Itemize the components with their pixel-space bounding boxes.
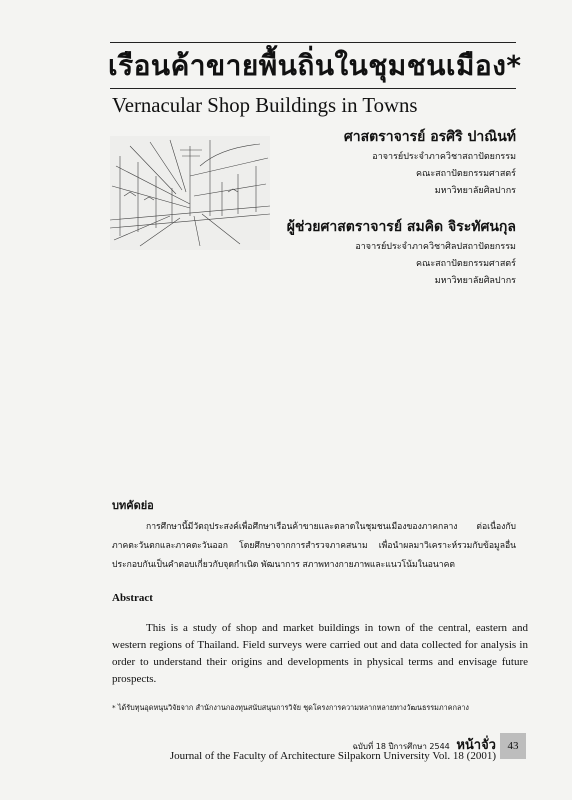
funding-footnote: * ได้รับทุนอุดหนุนวิจัยจาก สำนักงานกองทุนสนับสนุนการวิจัย ชุดโครงการความหลากหลายทางวัฒนธรรมภาคกลาง bbox=[112, 703, 469, 712]
page-number-box bbox=[500, 733, 526, 759]
author-2-affiliation-faculty: คณะสถาปัตยกรรมศาสตร์ bbox=[415, 259, 516, 269]
column-name: หน้าจั่ว bbox=[456, 738, 496, 753]
thai-abstract-text: การศึกษานี้มีวัตถุประสงค์เพื่อศึกษาเรือนค้าขายและตลาดในชุมชนเมืองของภาคกลาง ต่อเนื่องกับภาคตะวันตกและภาคตะวันออก โดยศึกษาจากการสำรวจภาคสนาม เพื่อนำผลมาวิเคราะห์รวมกับข้อมูลอื่นประกอบกันเป็นคำตอบเกี่ยวกับจุดกำเนิด พัฒนาการ สภาพทางกายภาพและแนวโน้มในอนาคต bbox=[112, 522, 516, 570]
author-2-name: ผู้ช่วยศาสตราจารย์ สมคิด จิระทัศนกุล bbox=[286, 219, 516, 235]
english-abstract-heading: Abstract bbox=[112, 592, 153, 604]
issue-number: ฉบับที่ 18 ปีการศึกษา 2544 bbox=[352, 742, 450, 751]
thai-title: เรือนค้าขายพื้นถิ่นในชุมชนเมือง* bbox=[108, 49, 522, 82]
author-1-name: ศาสตราจารย์ อรศิริ ปาณินท์ bbox=[343, 129, 516, 145]
author-2-affiliation-university: มหาวิทยาลัยศิลปากร bbox=[434, 276, 516, 286]
author-1-affiliation-dept: อาจารย์ประจำภาควิชาสถาปัตยกรรม bbox=[372, 152, 516, 162]
title-bottom-rule bbox=[110, 88, 516, 89]
thai-abstract-heading: บทคัดย่อ bbox=[112, 499, 154, 512]
author-2-affiliation-dept: อาจารย์ประจำภาควิชาศิลปสถาปัตยกรรม bbox=[355, 242, 516, 252]
street-sketch-illustration bbox=[110, 136, 270, 250]
page-number: 43 bbox=[507, 740, 519, 752]
author-1-affiliation-faculty: คณะสถาปัตยกรรมศาสตร์ bbox=[415, 169, 516, 179]
author-1-affiliation-university: มหาวิทยาลัยศิลปากร bbox=[434, 186, 516, 196]
english-abstract-text: This is a study of shop and market buildings in town of the central, eastern and western regions of Thailand. Field surveys were carried out and data collected for analysis in order to understand their origins and developments in physical terms and envisage future prospects. bbox=[112, 622, 528, 685]
journal-name: Journal of the Faculty of Architecture Silpakorn University Vol. 18 (2001) bbox=[169, 750, 496, 762]
english-title: Vernacular Shop Buildings in Towns bbox=[112, 93, 418, 117]
title-top-rule bbox=[110, 42, 516, 43]
